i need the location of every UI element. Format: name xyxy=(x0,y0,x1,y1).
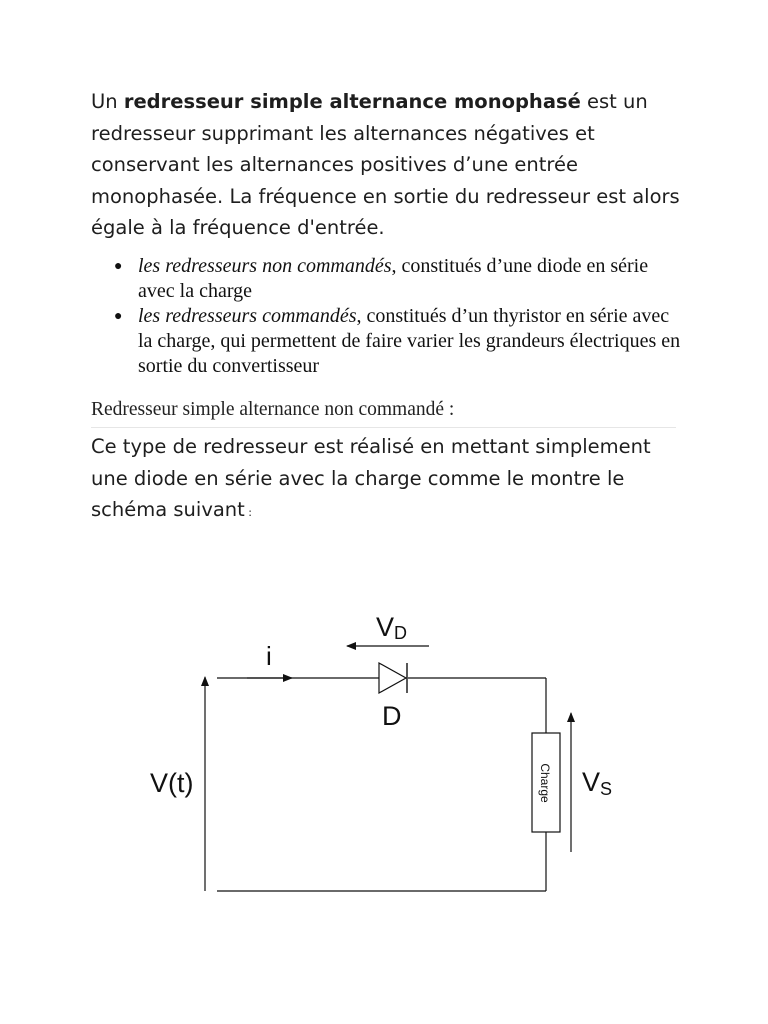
intro-bold-term: redresseur simple alternance monophasé xyxy=(123,90,581,113)
bullet-icon: ● xyxy=(114,309,123,324)
description-suffix: : xyxy=(244,506,253,519)
load-label: Charge xyxy=(538,763,552,803)
section-heading: Redresseur simple alternance non commandé : xyxy=(91,396,676,428)
description-text: Ce type de redresseur est réalisé en mettant simplement une diode en série avec la charge comme le montre le schéma suivant xyxy=(91,435,651,521)
list-item-term: les redresseurs non commandés xyxy=(138,255,392,277)
output-voltage-label: VS xyxy=(582,767,613,799)
diode-voltage-label: VD xyxy=(376,612,408,643)
list-item-text: , constitués d’une diode en série avec la charge xyxy=(138,255,649,302)
intro-lead: Un xyxy=(91,90,124,113)
intro-rest: est un redresseur supprimant les alternances négatives et conservant les alternances positives d’une entrée monophasée. La fréquence en sortie du redresseur est alors égale à la fréquence d'entrée. xyxy=(91,90,680,239)
list-item-text: , constitués d’un thyristor en série avec la charge, qui permettent de faire varier les grandeurs électriques en sortie du convertisseur xyxy=(138,305,681,377)
bullet-icon: ● xyxy=(114,259,123,274)
output-voltage-subscript: S xyxy=(600,779,613,799)
current-label: i xyxy=(266,641,272,671)
diode-symbol xyxy=(379,663,407,693)
diode-voltage-subscript: D xyxy=(394,623,408,643)
diode-label: D xyxy=(382,701,402,731)
source-voltage-label: V(t) xyxy=(150,768,194,798)
list-item-term: les redresseurs commandés xyxy=(138,305,357,327)
